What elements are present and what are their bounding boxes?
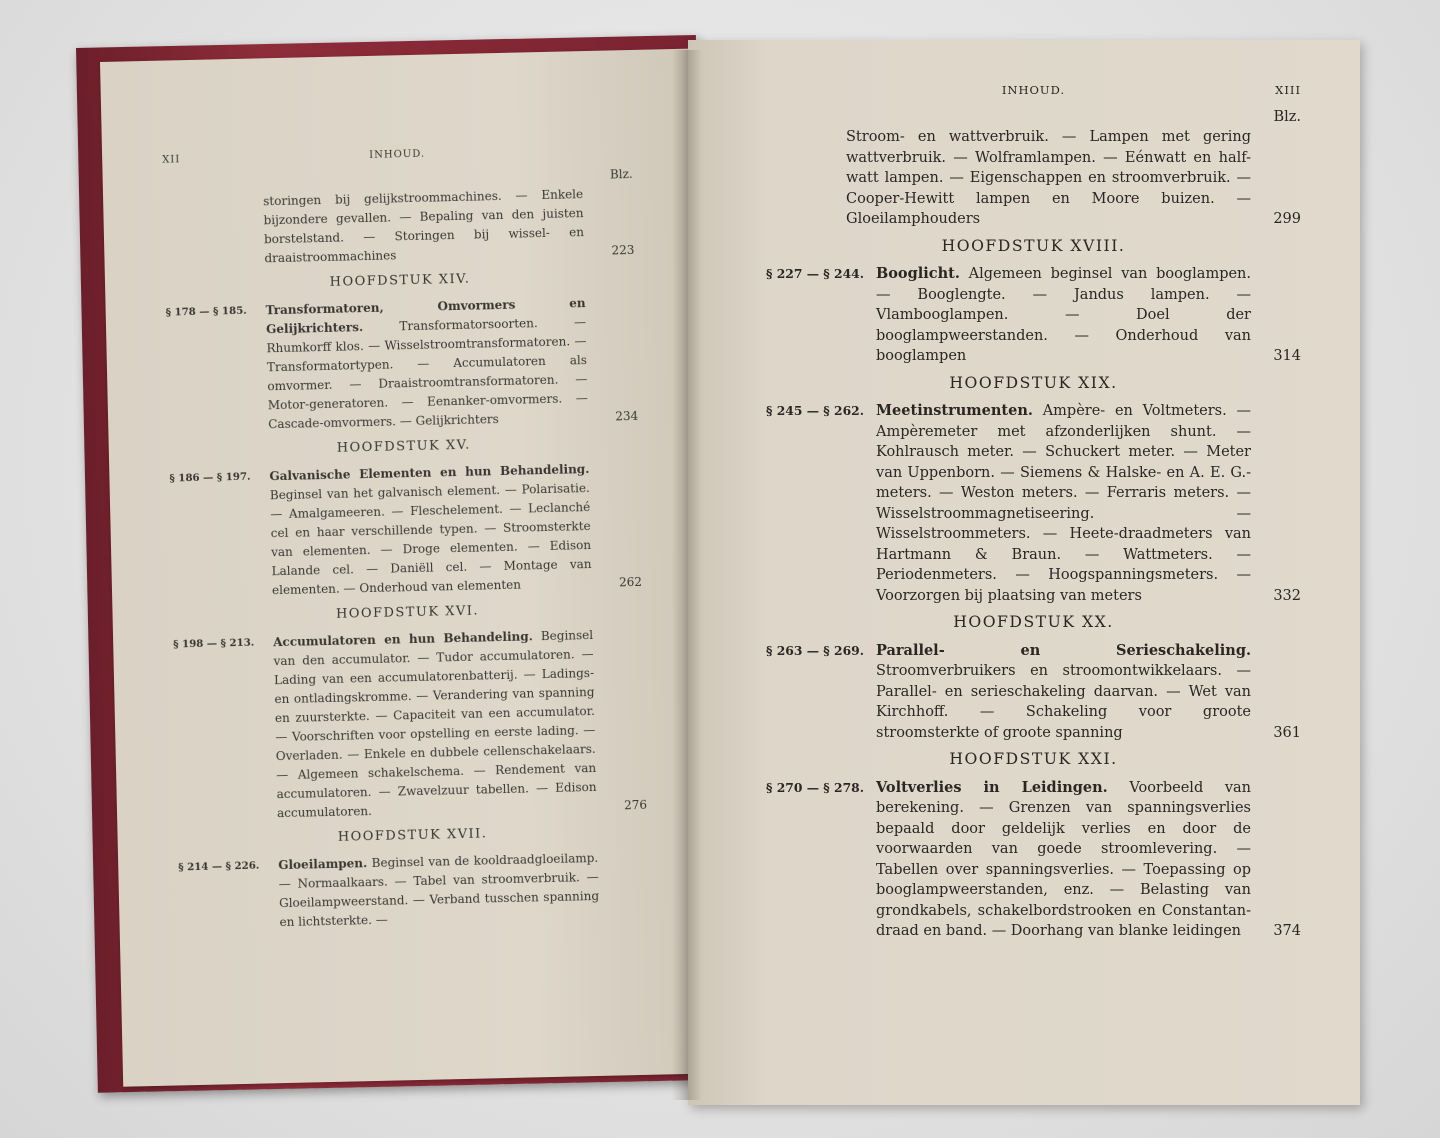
section-range: § 263 — § 269. (766, 642, 865, 658)
toc-entry (766, 401, 1301, 606)
book-gutter (672, 50, 702, 1100)
chapter-heading: HOOFDSTUK XVIII. (941, 235, 1126, 255)
left-blz-label: Blz. (609, 166, 633, 182)
toc-entry (178, 848, 650, 935)
section-range: § 270 — § 278. (766, 779, 865, 795)
right-continued-entry (846, 127, 1301, 230)
entry-page: 332 (1273, 587, 1301, 604)
entry-page: 276 (623, 797, 648, 813)
toc-entry (766, 641, 1301, 744)
left-page-number: XII (162, 154, 181, 166)
entry-text: storingen bij gelijkstroommachines. — Enkele bijzondere gevallen. — Bepaling van den juisten borstelstand. — Storingen bij wissel- en draaistroommachines (263, 187, 585, 266)
entry-text: Algemeen beginsel van booglampen. — Booglengte. — Jandus lampen. — Vlambooglampen. — Doel der booglampweerstanden. — Onderhoud van booglampen (876, 266, 1252, 364)
left-running-head (162, 140, 632, 170)
section-range: § 186 — § 197. (169, 470, 251, 485)
entry-title: Accumulatoren en hun Behandeling. (273, 629, 534, 650)
toc-entry (165, 293, 638, 437)
chapter-heading: HOOFDSTUK XIX. (949, 372, 1118, 392)
chapter-heading: HOOFDSTUK XV. (336, 437, 471, 456)
chapter-heading: HOOFDSTUK XX. (953, 612, 1114, 631)
section-range: § 227 — § 244. (766, 266, 865, 281)
entry-page: 223 (611, 242, 635, 258)
right-page (688, 40, 1360, 1105)
entry-page: 361 (1273, 724, 1301, 741)
entry-text: Ampère- en Voltmeters. — Ampèremeter met afzonderlijken shunt. — Kohlrausch meter. — Schuckert meter. — Meter van Uppenborn. — Siemens & Halske- en A. E. G.-meters. — Weston meters. — Ferraris meters. — Wisselstroommagnetiseering. — Wisselstroommeters. — Heete-draadmeters van Hartmann & Braun. — Wattmeters. — Periodenmeters. — Hoogspanningsmeters. — Voorzorgen bij plaatsing van meters (876, 403, 1251, 604)
entry-title: Meetinstrumenten. (876, 402, 1033, 419)
right-running-head (766, 80, 1301, 101)
section-range: § 178 — § 185. (165, 304, 247, 319)
entry-title: Galvanische Elementen en hun Behandeling. (269, 462, 590, 484)
chapter-heading: HOOFDSTUK XVII. (337, 826, 488, 845)
toc-entry (766, 778, 1301, 942)
entry-title: Booglicht. (876, 265, 960, 282)
entry-title: Gloeilampen. (278, 856, 368, 873)
left-running-title: INHOUD. (369, 148, 426, 161)
entry-page: 314 (1273, 348, 1301, 364)
entry-text: Stroom- en wattverbruik. — Lampen met gering wattverbruik. — Wolframlampen. — Eénwatt en half-watt lampen. — Eigenschappen en stroomverbruik. — Cooper-Hewitt lampen en Moore buizen. — Gloeilamphouders (846, 129, 1251, 227)
entry-text: Beginsel van het galvanisch element. — Polarisatie. — Amalgameeren. — Fleschelement. — Leclanché cel en haar verschillende typen. — Stroomsterkte van elementen. — Droge elementen. — Edison Lalande cel. — Daniëll cel. — Montage van elementen. — Onderhoud van elementen (269, 480, 592, 598)
entry-title: Transformatoren, Omvormers en Gelijkrichters. (265, 296, 586, 337)
toc-entry (169, 459, 642, 603)
entry-page: 262 (618, 574, 643, 590)
right-page-number: XIII (1275, 83, 1301, 97)
right-running-title: INHOUD. (1001, 83, 1066, 97)
entry-text: Beginsel van den accumulator. — Tudor accumulatoren. — Lading van een accumulatorenbatterij. — Ladings- en ontladingskromme. — Verandering van spanning en zuursterkte. — Capaciteit van een accumulator. — Voorschriften voor opstelling en eerste lading. — Overladen. — Enkele en dubbele cellenschakelaars. — Algemeen schakelschema. — Rendement van accumulatoren. — Zwavelzuur tabellen. — Edison accumulatoren. (273, 627, 597, 821)
entry-text: Transformatorsoorten. — Rhumkorff klos. — Wisselstroomtransformatoren. — Transformatortypen. — Accumulatoren als omvormer. — Draaistroomtransformatoren. — Motor-generatoren. — Eenanker-omvormers. — Cascade-omvormers. — Gelijkrichters (266, 315, 588, 432)
chapter-heading: HOOFDSTUK XXI. (949, 749, 1118, 768)
entry-title: Parallel- en Serieschakeling. (876, 641, 1251, 659)
left-page (100, 49, 713, 1087)
section-range: § 198 — § 213. (173, 636, 255, 651)
entry-text: Voorbeeld van berekening. — Grenzen van spanningsverlies bepaald door geldelijk verlies en door de voorwaarden van goede stroomlevering. — Tabellen over spanningsverlies. — Toepassing op booglampweerstanden, enz. — Belasting van grondkabels, schakelbordstrooken en Constantan- draad en band. — Doorhang van blanke leidingen (876, 779, 1252, 939)
entry-page: 299 (1273, 211, 1301, 227)
entry-text: Stroomverbruikers en stroomontwikkelaars. — Parallel- en serieschakeling daarvan. — Wet van Kirchhoff. — Schakeling voor groote stroomsterkte of groote spanning (876, 663, 1251, 741)
chapter-heading: HOOFDSTUK XVI. (335, 603, 480, 622)
entry-page (600, 924, 650, 925)
right-blz-label: Blz. (1273, 108, 1301, 125)
section-range: § 245 — § 262. (766, 403, 865, 418)
toc-entry (173, 625, 647, 826)
section-range: § 214 — § 226. (178, 859, 260, 874)
entry-text: Beginsel van de kooldraadgloeilamp. — Normaalkaars. — Tabel van stroomverbruik. — Gloeilampweerstand. — Verband tusschen spanning en lichtsterkte. — (278, 850, 600, 930)
right-page-content (766, 80, 1301, 948)
entry-title: Voltverlies in Leidingen. (876, 778, 1108, 796)
chapter-heading: HOOFDSTUK XIV. (329, 271, 471, 290)
left-page-content (162, 140, 650, 940)
entry-page: 374 (1273, 923, 1301, 939)
left-continued-entry (163, 184, 635, 271)
entry-page: 234 (615, 408, 639, 424)
toc-entry (766, 264, 1301, 367)
